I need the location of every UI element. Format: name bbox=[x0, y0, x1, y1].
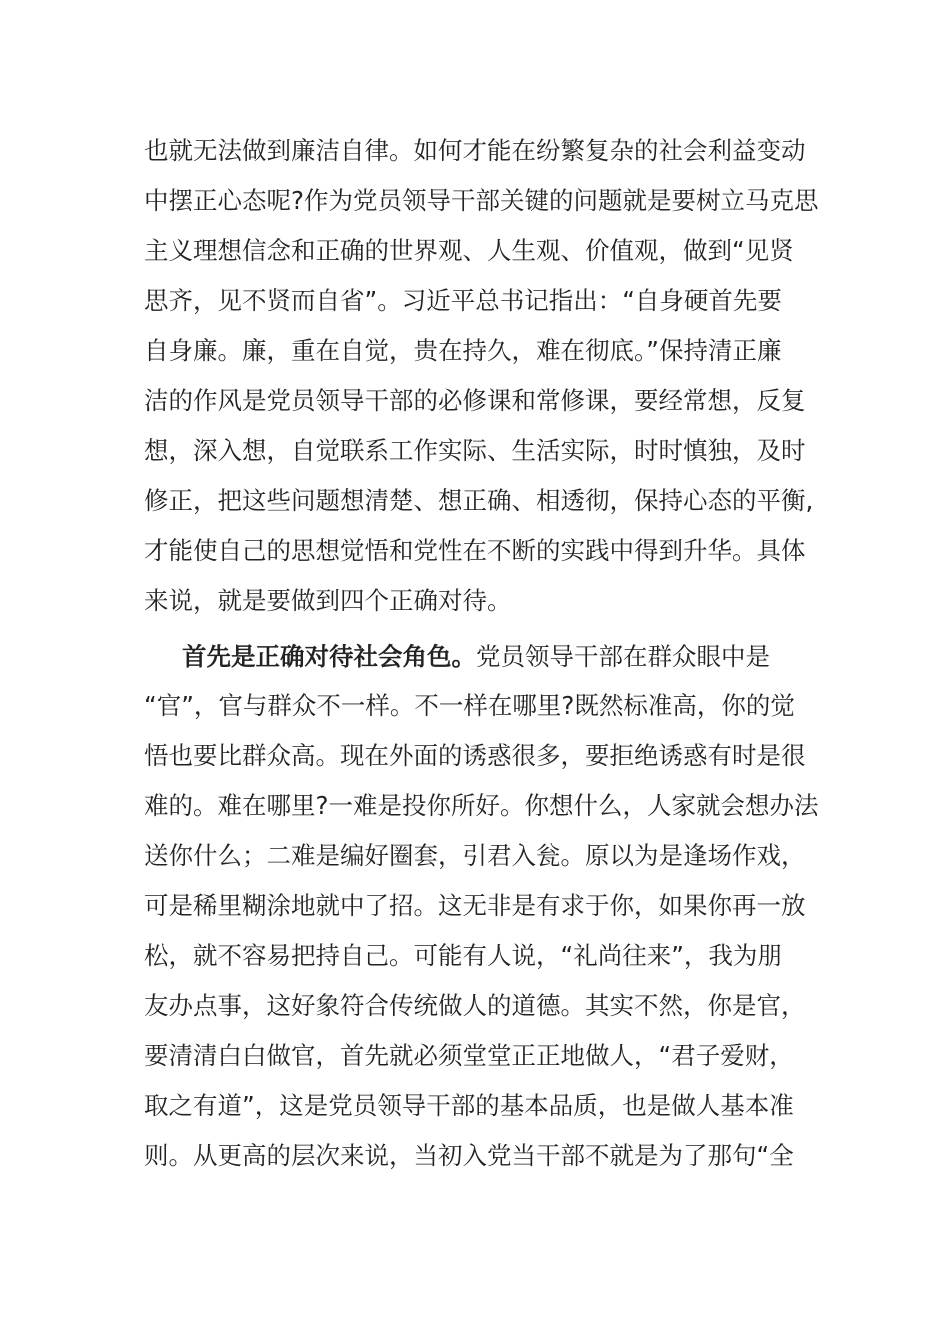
paragraph-1-line: 自身廉。廉，重在自觉，贵在持久，难在彻底。”保持清正廉 bbox=[144, 336, 782, 365]
paragraph-1-line: 才能使自己的思想觉悟和党性在不断的实践中得到升华。具体 bbox=[144, 536, 806, 565]
section-heading: 首先是正确对待社会角色。 bbox=[182, 642, 476, 671]
paragraph-2-text: 党员领导干部在群众眼中是 bbox=[476, 642, 770, 671]
paragraph-1-line: 主义理想信念和正确的世界观、人生观、价值观，做到“见贤 bbox=[144, 236, 794, 265]
paragraph-2-line: “官”，官与群众不一样。不一样在哪里?既然标准高，你的觉 bbox=[144, 691, 795, 720]
paragraph-1-line: 洁的作风是党员领导干部的必修课和常修课，要经常想，反复 bbox=[144, 386, 806, 415]
paragraph-2-line: 则。从更高的层次来说，当初入党当干部不就是为了那句“全 bbox=[144, 1141, 794, 1170]
paragraph-1-line: 中摆正心态呢?作为党员领导干部关键的问题就是要树立马克思 bbox=[144, 186, 819, 215]
paragraph-2-line: 友办点事，这好象符合传统做人的道德。其实不然，你是官， bbox=[144, 991, 806, 1020]
paragraph-1-line: 也就无法做到廉洁自律。如何才能在纷繁复杂的社会利益变动 bbox=[144, 136, 806, 165]
paragraph-2-line: 悟也要比群众高。现在外面的诱惑很多，要拒绝诱惑有时是很 bbox=[144, 741, 806, 770]
paragraph-2-line: 可是稀里糊涂地就中了招。这无非是有求于你，如果你再一放 bbox=[144, 891, 806, 920]
paragraph-2-line: 要清清白白做官，首先就必须堂堂正正地做人，“君子爱财， bbox=[144, 1041, 794, 1070]
paragraph-2-line: 送你什么；二难是编好圈套，引君入瓮。原以为是逢场作戏， bbox=[144, 841, 806, 870]
paragraph-1-line: 想，深入想，自觉联系工作实际、生活实际，时时慎独，及时 bbox=[144, 436, 806, 465]
paragraph-2-line: 难的。难在哪里?一难是投你所好。你想什么，人家就会想办法 bbox=[144, 791, 819, 820]
paragraph-1-line: 来说，就是要做到四个正确对待。 bbox=[144, 586, 512, 615]
paragraph-2-first-line bbox=[182, 639, 770, 675]
paragraph-1-line: 修正，把这些问题想清楚、想正确、相透彻，保持心态的平衡, bbox=[144, 486, 814, 515]
paragraph-1-line: 思齐，见不贤而自省”。习近平总书记指出：“自身硬首先要 bbox=[144, 286, 782, 315]
paragraph-2-line: 取之有道”，这是党员领导干部的基本品质，也是做人基本准 bbox=[144, 1091, 794, 1120]
paragraph-2-line: 松，就不容易把持自己。可能有人说，“礼尚往来”，我为朋 bbox=[144, 941, 782, 970]
